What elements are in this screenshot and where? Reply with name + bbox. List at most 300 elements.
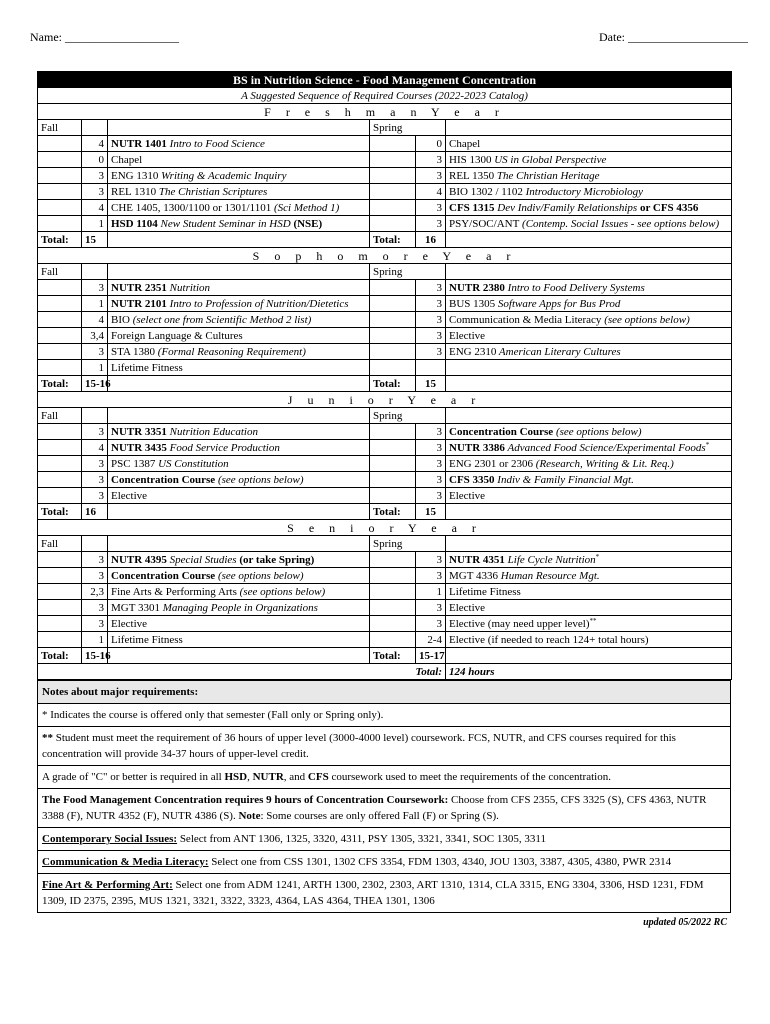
blank-cell (370, 200, 416, 216)
grand-total-value: 124 hours (446, 664, 732, 680)
fall-hours: 3 (82, 568, 108, 584)
plan-subtitle: A Suggested Sequence of Required Courses (2022-2023 Catalog) (38, 88, 732, 104)
fall-hours: 0 (82, 152, 108, 168)
spring-course-footnote-mark: * (595, 552, 600, 561)
spring-hours: 3 (416, 568, 446, 584)
spring-hours: 3 (416, 328, 446, 344)
fall-hours: 3 (82, 456, 108, 472)
fall-total-hours: 15-16 (82, 376, 108, 392)
fall-course-extra: (or take Spring) (236, 553, 315, 566)
spring-hours: 3 (416, 472, 446, 488)
fall-hours: 3 (82, 616, 108, 632)
spring-course-code: Elective (if needed to reach 124+ total hours) (449, 633, 649, 646)
name-field-label: Name: ___________________ (30, 30, 179, 44)
spring-course-extra: or CFS 4356 (637, 201, 699, 214)
fall-course-code: MGT 3301 (111, 601, 160, 614)
year-heading: S o p h o m o r e Y e a r (38, 248, 732, 264)
blank-cell (82, 536, 108, 552)
fall-hours: 3 (82, 552, 108, 568)
name-date-line (30, 30, 748, 46)
blank-cell (38, 360, 82, 376)
blank-cell (108, 376, 370, 392)
spring-course (446, 136, 732, 152)
fall-course-desc: Nutrition (166, 281, 211, 294)
spring-course-desc: US in Global Perspective (491, 153, 607, 166)
spring-hours: 0 (416, 136, 446, 152)
blank-cell (370, 184, 416, 200)
spring-course (446, 632, 732, 648)
note-concentration-text: Choose from CFS 2355, CFS 3325 (S), CFS 4363, NUTR 3388 (F), NUTR 4352 (F), NUTR 4386 (S). (42, 794, 707, 822)
year-heading-row (38, 520, 732, 536)
plan-title: BS in Nutrition Science - Food Management Concentration (38, 72, 732, 88)
course-row (38, 584, 732, 600)
spring-hours: 3 (416, 280, 446, 296)
spring-course-desc: (see options below) (553, 425, 642, 438)
fall-course (108, 488, 370, 504)
fall-label: Fall (38, 408, 82, 424)
course-row (38, 312, 732, 328)
fall-course (108, 136, 370, 152)
spring-course-code: Elective (449, 489, 486, 502)
spring-course-code: MGT 4336 (449, 569, 498, 582)
spring-label: Spring (370, 264, 446, 280)
blank-cell (38, 296, 82, 312)
spring-course-code: CFS 3350 (449, 473, 495, 486)
blank-cell (38, 584, 82, 600)
note-upper-level (38, 727, 731, 766)
course-row (38, 440, 732, 456)
fall-course-desc: (see options below) (215, 473, 304, 486)
spring-total-label: Total: (370, 232, 416, 248)
spring-total-label: Total: (370, 376, 416, 392)
fall-course-code: NUTR 2101 (111, 297, 167, 310)
spring-hours: 3 (416, 616, 446, 632)
note-social-issues (38, 828, 731, 851)
date-field-label: Date: ____________________ (599, 30, 748, 44)
spring-course (446, 280, 732, 296)
fall-hours: 3 (82, 344, 108, 360)
spring-hours: 2-4 (416, 632, 446, 648)
course-sequence-table (37, 71, 732, 680)
fall-course (108, 568, 370, 584)
blank-cell (446, 408, 732, 424)
fall-course-code: Concentration Course (111, 473, 216, 486)
blank-cell (38, 328, 82, 344)
fall-course-desc: (Sci Method 1) (271, 201, 340, 214)
semester-total-row (38, 232, 732, 248)
fall-hours: 4 (82, 312, 108, 328)
spring-hours: 3 (416, 152, 446, 168)
spring-label: Spring (370, 408, 446, 424)
spring-course-code: NUTR 3386 (449, 441, 505, 454)
spring-total-hours: 16 (416, 232, 446, 248)
spring-total-hours: 15 (416, 504, 446, 520)
blank-cell (38, 344, 82, 360)
notes-table (37, 680, 731, 913)
course-row (38, 152, 732, 168)
year-heading-row (38, 104, 732, 120)
spring-course (446, 456, 732, 472)
fall-hours: 3 (82, 184, 108, 200)
spring-hours: 3 (416, 424, 446, 440)
blank-cell (370, 152, 416, 168)
fall-course (108, 184, 370, 200)
blank-cell (446, 120, 732, 136)
spring-course (446, 600, 732, 616)
year-heading: F r e s h m a n Y e a r (38, 104, 732, 120)
spring-hours: 3 (416, 216, 446, 232)
course-row (38, 456, 732, 472)
fall-course (108, 344, 370, 360)
spring-course-code: NUTR 2380 (449, 281, 505, 294)
fall-course (108, 328, 370, 344)
spring-hours (416, 360, 446, 376)
fall-hours: 1 (82, 296, 108, 312)
semester-heading-row (38, 536, 732, 552)
spring-course-code: REL 1350 (449, 169, 495, 182)
fall-course (108, 424, 370, 440)
note-social-issues-text: Select from ANT 1306, 1325, 3320, 4311, PSY 1305, 3321, 3341, SOC 1305, 3311 (177, 833, 546, 845)
spring-course-code: Communication & Media Literacy (449, 313, 602, 326)
note-fine-arts (38, 874, 731, 913)
note-grade-nutr: NUTR (252, 771, 284, 783)
note-concentration-heading: The Food Management Concentration requires 9 hours of Concentration Coursework: (42, 794, 449, 806)
blank-cell (38, 568, 82, 584)
blank-cell (370, 600, 416, 616)
blank-cell (370, 616, 416, 632)
blank-cell (82, 264, 108, 280)
spring-course-desc: (Research, Writing & Lit. Req.) (533, 457, 674, 470)
blank-cell (108, 232, 370, 248)
note-communication-heading: Communication & Media Literacy: (42, 856, 209, 868)
spring-hours: 3 (416, 200, 446, 216)
blank-cell (38, 472, 82, 488)
spring-course-code: ENG 2310 (449, 345, 497, 358)
grand-total-label: Total: (38, 664, 446, 680)
blank-cell (370, 280, 416, 296)
fall-course (108, 440, 370, 456)
fall-course-desc: Writing & Academic Inquiry (158, 169, 287, 182)
spring-course-desc: (Contemp. Social Issues - see options below) (519, 217, 720, 230)
spring-hours: 3 (416, 296, 446, 312)
blank-cell (38, 152, 82, 168)
fall-course-desc: (Formal Reasoning Requirement) (155, 345, 306, 358)
spring-course-code: ENG 2301 or 2306 (449, 457, 534, 470)
fall-course (108, 296, 370, 312)
spring-course-code: PSY/SOC/ANT (449, 217, 520, 230)
fall-course (108, 472, 370, 488)
blank-cell (38, 632, 82, 648)
note-fine-arts-heading: Fine Art & Performing Art: (42, 879, 173, 891)
fall-course-desc: Managing People in Organizations (160, 601, 318, 614)
fall-course (108, 200, 370, 216)
course-row (38, 328, 732, 344)
blank-cell (370, 568, 416, 584)
fall-course-desc: Intro to Food Science (166, 137, 265, 150)
fall-course-desc: (select one from Scientific Method 2 list) (129, 313, 312, 326)
blank-cell (370, 440, 416, 456)
blank-cell (38, 488, 82, 504)
spring-total-label: Total: (370, 648, 416, 664)
note-upper-level-marker: ** (42, 732, 53, 744)
fall-course-code: STA 1380 (111, 345, 156, 358)
fall-course-desc: Special Studies (166, 553, 237, 566)
fall-course-code: REL 1310 (111, 185, 157, 198)
course-row (38, 280, 732, 296)
blank-cell (370, 584, 416, 600)
spring-course-footnote-mark: * (705, 440, 710, 449)
spring-course-desc: The Christian Heritage (494, 169, 600, 182)
course-row (38, 200, 732, 216)
course-row (38, 600, 732, 616)
fall-hours: 3 (82, 488, 108, 504)
spring-course (446, 344, 732, 360)
spring-course (446, 168, 732, 184)
course-row (38, 184, 732, 200)
note-grade-text-c: , (247, 771, 253, 783)
blank-cell (38, 184, 82, 200)
course-sequence-body (38, 72, 732, 680)
course-row (38, 136, 732, 152)
fall-course (108, 168, 370, 184)
spring-course (446, 216, 732, 232)
spring-course (446, 616, 732, 632)
spring-total-hours: 15-17 (416, 648, 446, 664)
blank-cell (108, 648, 370, 664)
fall-hours: 4 (82, 136, 108, 152)
blank-cell (370, 456, 416, 472)
blank-cell (38, 136, 82, 152)
fall-total-label: Total: (38, 504, 82, 520)
spring-course (446, 200, 732, 216)
blank-cell (108, 408, 370, 424)
course-row (38, 552, 732, 568)
semester-heading-row (38, 264, 732, 280)
fall-course-desc: Intro to Profession of Nutrition/Dietetics (166, 297, 349, 310)
blank-cell (38, 200, 82, 216)
blank-cell (370, 424, 416, 440)
blank-cell (370, 136, 416, 152)
fall-hours: 2,3 (82, 584, 108, 600)
fall-course-code: Lifetime Fitness (111, 633, 183, 646)
semester-heading-row (38, 408, 732, 424)
spring-hours: 3 (416, 344, 446, 360)
blank-cell (108, 536, 370, 552)
fall-course (108, 280, 370, 296)
course-row (38, 632, 732, 648)
fall-course-code: Elective (111, 489, 148, 502)
blank-cell (38, 424, 82, 440)
spring-course-code: Lifetime Fitness (449, 585, 521, 598)
course-row (38, 344, 732, 360)
fall-course-code: BIO (111, 313, 130, 326)
fall-hours: 3 (82, 600, 108, 616)
blank-cell (38, 168, 82, 184)
fall-course-code: Chapel (111, 153, 143, 166)
blank-cell (370, 312, 416, 328)
fall-course-code: NUTR 2351 (111, 281, 167, 294)
spring-course-code: Elective (449, 601, 486, 614)
spring-course (446, 152, 732, 168)
note-concentration-note-text: : Some courses are only offered Fall (F) or Spring (S). (260, 810, 499, 822)
fall-hours: 3 (82, 168, 108, 184)
spring-course-desc: Advanced Food Science/Experimental Foods (504, 441, 706, 454)
blank-cell (82, 120, 108, 136)
spring-course-desc: Software Apps for Bus Prod (495, 297, 621, 310)
semester-total-row (38, 648, 732, 664)
fall-total-hours: 15-16 (82, 648, 108, 664)
fall-course-code: Elective (111, 617, 148, 630)
blank-cell (38, 280, 82, 296)
blank-cell (370, 216, 416, 232)
fall-hours: 1 (82, 632, 108, 648)
course-row (38, 168, 732, 184)
spring-course (446, 584, 732, 600)
fall-course (108, 600, 370, 616)
spring-course-desc: American Literary Cultures (496, 345, 621, 358)
fall-course-code: NUTR 3435 (111, 441, 167, 454)
spring-course (446, 552, 732, 568)
blank-cell (446, 648, 732, 664)
fall-course-desc: (see options below) (215, 569, 304, 582)
note-grade-requirement (38, 766, 731, 789)
note-concentration-note-label: Note (238, 810, 261, 822)
title-row (38, 72, 732, 88)
fall-hours: 3 (82, 472, 108, 488)
fall-course-code: NUTR 4395 (111, 553, 167, 566)
fall-total-hours: 16 (82, 504, 108, 520)
spring-hours: 4 (416, 184, 446, 200)
fall-course (108, 584, 370, 600)
fall-course-code: ENG 1310 (111, 169, 159, 182)
fall-hours: 4 (82, 440, 108, 456)
fall-hours: 1 (82, 216, 108, 232)
blank-cell (370, 632, 416, 648)
spring-course (446, 184, 732, 200)
fall-label: Fall (38, 264, 82, 280)
fall-course-code: NUTR 1401 (111, 137, 167, 150)
fall-course-desc: Nutrition Education (166, 425, 258, 438)
spring-total-label: Total: (370, 504, 416, 520)
spring-course (446, 312, 732, 328)
course-row (38, 424, 732, 440)
blank-cell (446, 376, 732, 392)
blank-cell (82, 408, 108, 424)
course-row (38, 568, 732, 584)
blank-cell (446, 504, 732, 520)
year-heading-row (38, 248, 732, 264)
spring-course-code: BUS 1305 (449, 297, 496, 310)
fall-hours: 3 (82, 280, 108, 296)
fall-hours: 3 (82, 424, 108, 440)
note-communication-text: Select one from CSS 1301, 1302 CFS 3354, FDM 1303, 4340, JOU 1303, 3387, 4305, 4380, PWR 2314 (208, 856, 672, 868)
blank-cell (370, 472, 416, 488)
spring-course-code: BIO 1302 / 1102 (449, 185, 523, 198)
semester-total-row (38, 376, 732, 392)
spring-course-desc: (see options below) (601, 313, 690, 326)
notes-header: Notes about major requirements: (38, 681, 731, 704)
fall-course-desc: US Constitution (155, 457, 229, 470)
spring-hours: 1 (416, 584, 446, 600)
note-grade-text-a: A grade of "C" or better is required in all (42, 771, 225, 783)
blank-cell (446, 232, 732, 248)
note-grade-hsd: HSD (224, 771, 248, 783)
spring-course-code: Concentration Course (449, 425, 554, 438)
course-row (38, 360, 732, 376)
blank-cell (38, 312, 82, 328)
fall-hours: 3,4 (82, 328, 108, 344)
grand-total-row (38, 664, 732, 680)
blank-cell (370, 488, 416, 504)
spring-course (446, 488, 732, 504)
blank-cell (108, 504, 370, 520)
year-heading: J u n i o r Y e a r (38, 392, 732, 408)
updated-stamp: updated 05/2022 RC (643, 917, 727, 928)
fall-course (108, 152, 370, 168)
blank-cell (38, 600, 82, 616)
fall-course-code: PSC 1387 (111, 457, 156, 470)
note-grade-text-e: coursework used to meet the requirements of the concentration. (328, 771, 611, 783)
fall-course (108, 456, 370, 472)
fall-course-desc: New Student Seminar in HSD (157, 217, 291, 230)
course-row (38, 216, 732, 232)
spring-course (446, 424, 732, 440)
spring-course-code: NUTR 4351 (449, 553, 505, 566)
year-heading: S e n i o r Y e a r (38, 520, 732, 536)
degree-plan-sheet (37, 71, 731, 928)
blank-cell (370, 360, 416, 376)
fall-course-extra: (NSE) (290, 217, 323, 230)
spring-course (446, 328, 732, 344)
spring-hours: 3 (416, 600, 446, 616)
spring-course-desc: Life Cycle Nutrition (504, 553, 596, 566)
note-social-issues-heading: Contemporary Social Issues: (42, 833, 178, 845)
spring-course-desc: Dev Indiv/Family Relationships (494, 201, 638, 214)
blank-cell (446, 264, 732, 280)
fall-hours: 1 (82, 360, 108, 376)
fall-course (108, 216, 370, 232)
note-grade-text-d: , and (283, 771, 308, 783)
blank-cell (370, 296, 416, 312)
fall-course-code: Lifetime Fitness (111, 361, 183, 374)
note-concentration-coursework (38, 789, 731, 828)
spring-course-code: HIS 1300 (449, 153, 492, 166)
fall-course-code: HSD 1104 (111, 217, 158, 230)
spring-course-code: Elective (449, 329, 486, 342)
blank-cell (370, 344, 416, 360)
spring-course-footnote-mark: ** (589, 616, 597, 625)
spring-course (446, 472, 732, 488)
blank-cell (370, 552, 416, 568)
spring-course (446, 296, 732, 312)
course-row (38, 488, 732, 504)
blank-cell (108, 120, 370, 136)
fall-course-code: Concentration Course (111, 569, 216, 582)
course-row (38, 616, 732, 632)
blank-cell (108, 264, 370, 280)
semester-total-row (38, 504, 732, 520)
spring-hours: 3 (416, 168, 446, 184)
note-communication-literacy (38, 851, 731, 874)
spring-course-desc: Introductory Microbiology (522, 185, 644, 198)
blank-cell (446, 536, 732, 552)
blank-cell (38, 616, 82, 632)
fall-course-desc: The Christian Scriptures (156, 185, 268, 198)
fall-course (108, 632, 370, 648)
fall-total-label: Total: (38, 376, 82, 392)
note-fine-arts-text: Select one from ADM 1241, ARTH 1300, 2302, 2303, ART 1310, 1314, CLA 3315, ENG 3304, 3306, HSD 1231, FDM 1309, ID 2375, 2395, MUS 1321, 3321, 3322, 3323, 4364, LAS 4364, THEA 1301, 1306 (42, 879, 704, 907)
blank-cell (38, 456, 82, 472)
